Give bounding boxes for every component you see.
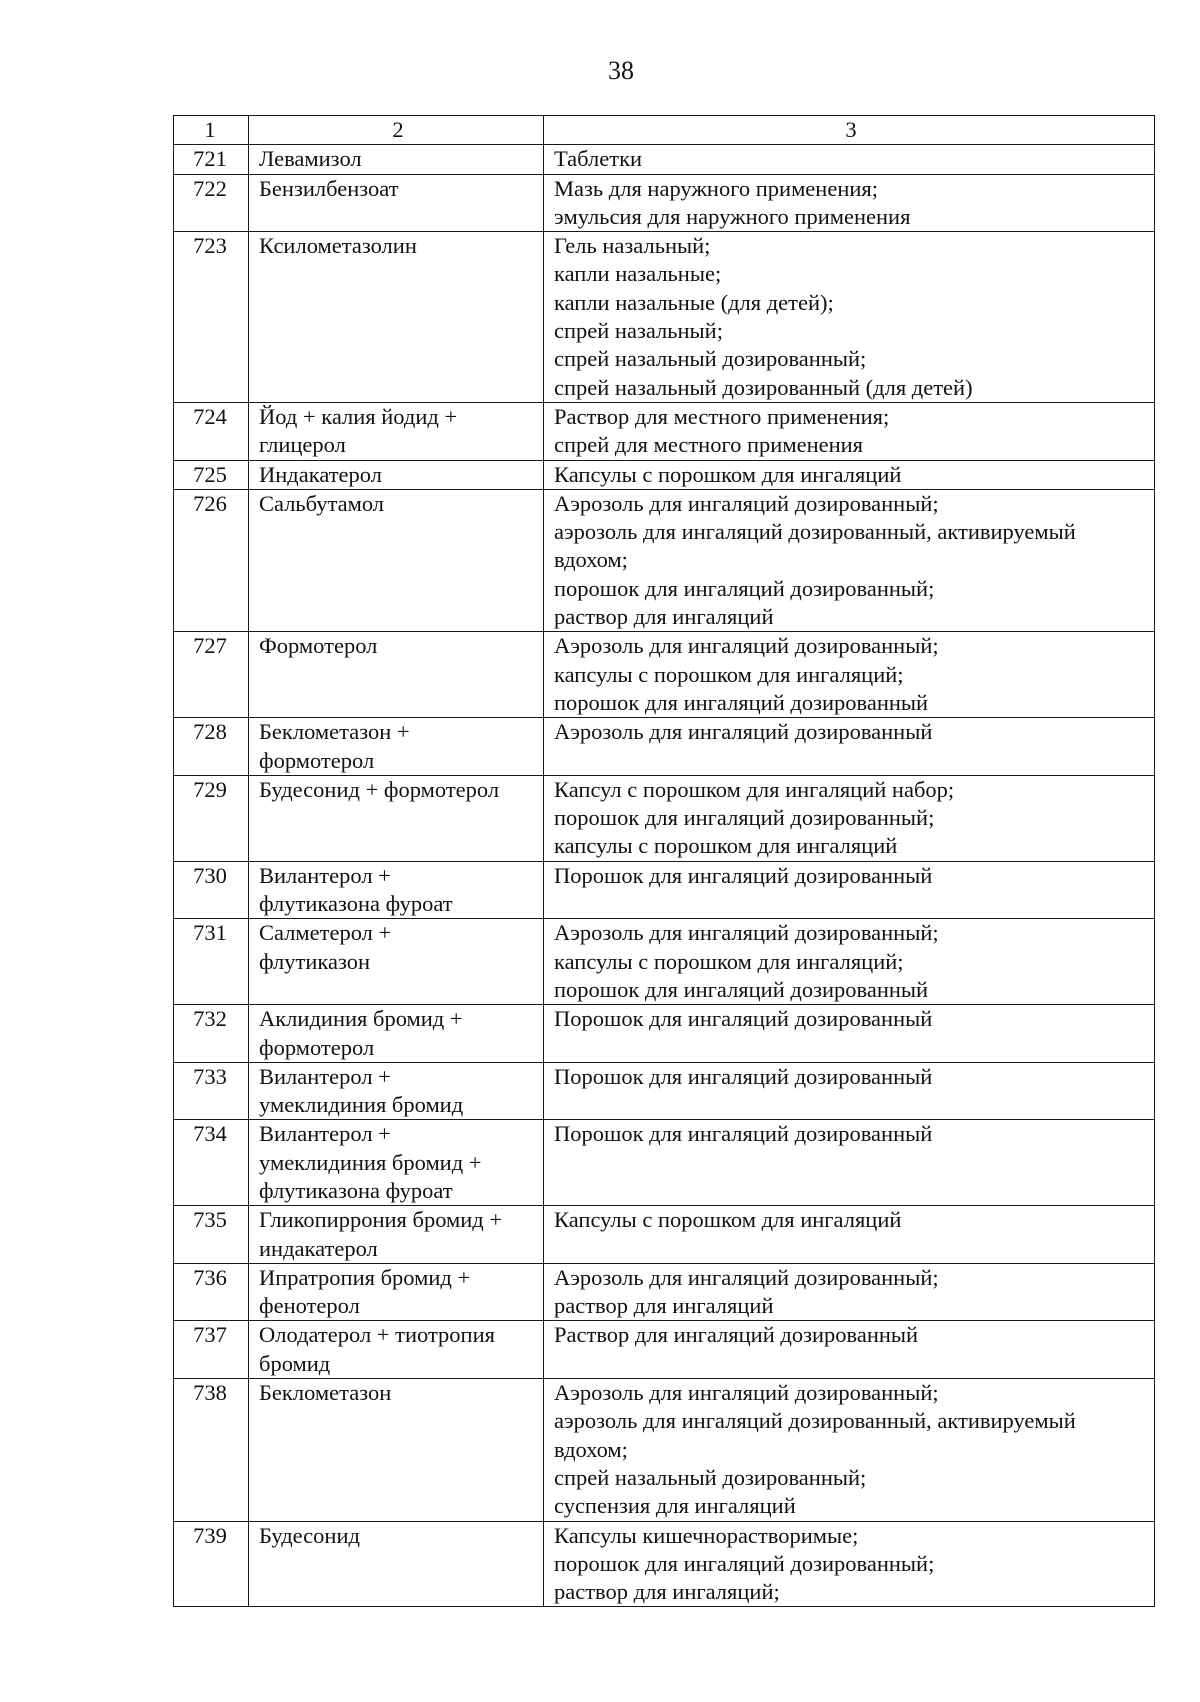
dosage-form: Капсулы кишечнорастворимые; порошок для ингаляций дозированный; раствор для ингаляций;	[544, 1521, 1155, 1607]
table-row	[174, 1062, 1155, 1120]
table-row	[174, 1005, 1155, 1063]
table-row	[174, 460, 1155, 489]
header-cell-2: 2	[249, 116, 544, 145]
dosage-form: Порошок для ингаляций дозированный	[544, 861, 1155, 919]
page-number: 38	[608, 56, 634, 85]
dosage-form: Аэрозоль для ингаляций дозированный; капсулы с порошком для ингаляций; порошок для ингаляций дозированный	[544, 632, 1155, 718]
table-header-row	[174, 116, 1155, 145]
row-number: 735	[174, 1206, 249, 1264]
dosage-form: Капсулы с порошком для ингаляций	[544, 1206, 1155, 1264]
drug-name: Олодатерол + тиотропия бромид	[249, 1321, 544, 1379]
row-number: 723	[174, 232, 249, 403]
dosage-form: Аэрозоль для ингаляций дозированный; аэрозоль для ингаляций дозированный, активируемый вдохом; порошок для ингаляций дозированный; раствор для ингаляций	[544, 489, 1155, 631]
row-number: 736	[174, 1263, 249, 1321]
table-row	[174, 919, 1155, 1005]
header-cell-3: 3	[544, 116, 1155, 145]
drug-name: Сальбутамол	[249, 489, 544, 631]
table-row	[174, 861, 1155, 919]
table-row	[174, 1263, 1155, 1321]
table-row	[174, 1321, 1155, 1379]
table-row	[174, 402, 1155, 460]
dosage-form: Аэрозоль для ингаляций дозированный; аэрозоль для ингаляций дозированный, активируемый вдохом; спрей назальный дозированный; суспензия для ингаляций	[544, 1379, 1155, 1521]
row-number: 727	[174, 632, 249, 718]
header-cell-1: 1	[174, 116, 249, 145]
dosage-form: Капсулы с порошком для ингаляций	[544, 460, 1155, 489]
drug-name: Индакатерол	[249, 460, 544, 489]
drug-name: Ипратропия бромид + фенотерол	[249, 1263, 544, 1321]
dosage-form: Порошок для ингаляций дозированный	[544, 1005, 1155, 1063]
drug-name: Гликопиррония бромид + индакатерол	[249, 1206, 544, 1264]
dosage-form: Мазь для наружного применения; эмульсия для наружного применения	[544, 174, 1155, 232]
table-row	[174, 632, 1155, 718]
dosage-form: Аэрозоль для ингаляций дозированный	[544, 718, 1155, 776]
drug-name: Будесонид + формотерол	[249, 775, 544, 861]
drug-name: Ксилометазолин	[249, 232, 544, 403]
drug-name: Левамизол	[249, 145, 544, 174]
table-row	[174, 775, 1155, 861]
drug-name: Вилантерол + флутиказона фуроат	[249, 861, 544, 919]
table-row	[174, 232, 1155, 403]
row-number: 739	[174, 1521, 249, 1607]
drug-name: Вилантерол + умеклидиния бромид	[249, 1062, 544, 1120]
table-row	[174, 1206, 1155, 1264]
row-number: 731	[174, 919, 249, 1005]
dosage-form: Таблетки	[544, 145, 1155, 174]
drug-name: Бензилбензоат	[249, 174, 544, 232]
table-row	[174, 489, 1155, 631]
table-row	[174, 1521, 1155, 1607]
row-number: 732	[174, 1005, 249, 1063]
dosage-form: Аэрозоль для ингаляций дозированный; капсулы с порошком для ингаляций; порошок для ингаляций дозированный	[544, 919, 1155, 1005]
row-number: 737	[174, 1321, 249, 1379]
drug-table	[173, 115, 1155, 1607]
table-row	[174, 1379, 1155, 1521]
drug-name: Аклидиния бромид + формотерол	[249, 1005, 544, 1063]
row-number: 728	[174, 718, 249, 776]
row-number: 733	[174, 1062, 249, 1120]
drug-name: Формотерол	[249, 632, 544, 718]
row-number: 724	[174, 402, 249, 460]
dosage-form: Капсул с порошком для ингаляций набор; порошок для ингаляций дозированный; капсулы с порошком для ингаляций	[544, 775, 1155, 861]
row-number: 734	[174, 1120, 249, 1206]
dosage-form: Аэрозоль для ингаляций дозированный; раствор для ингаляций	[544, 1263, 1155, 1321]
dosage-form: Гель назальный; капли назальные; капли назальные (для детей); спрей назальный; спрей назальный дозированный; спрей назальный дозированный (для детей)	[544, 232, 1155, 403]
row-number: 725	[174, 460, 249, 489]
drug-name: Будесонид	[249, 1521, 544, 1607]
row-number: 729	[174, 775, 249, 861]
table-row	[174, 718, 1155, 776]
drug-name: Вилантерол + умеклидиния бромид + флутиказона фуроат	[249, 1120, 544, 1206]
dosage-form: Порошок для ингаляций дозированный	[544, 1062, 1155, 1120]
row-number: 721	[174, 145, 249, 174]
row-number: 730	[174, 861, 249, 919]
row-number: 722	[174, 174, 249, 232]
drug-name: Салметерол + флутиказон	[249, 919, 544, 1005]
dosage-form: Раствор для ингаляций дозированный	[544, 1321, 1155, 1379]
dosage-form: Раствор для местного применения; спрей для местного применения	[544, 402, 1155, 460]
table-row	[174, 1120, 1155, 1206]
row-number: 738	[174, 1379, 249, 1521]
row-number: 726	[174, 489, 249, 631]
drug-name: Йод + калия йодид + глицерол	[249, 402, 544, 460]
table-row	[174, 174, 1155, 232]
table-row	[174, 145, 1155, 174]
drug-name: Беклометазон + формотерол	[249, 718, 544, 776]
dosage-form: Порошок для ингаляций дозированный	[544, 1120, 1155, 1206]
drug-name: Беклометазон	[249, 1379, 544, 1521]
